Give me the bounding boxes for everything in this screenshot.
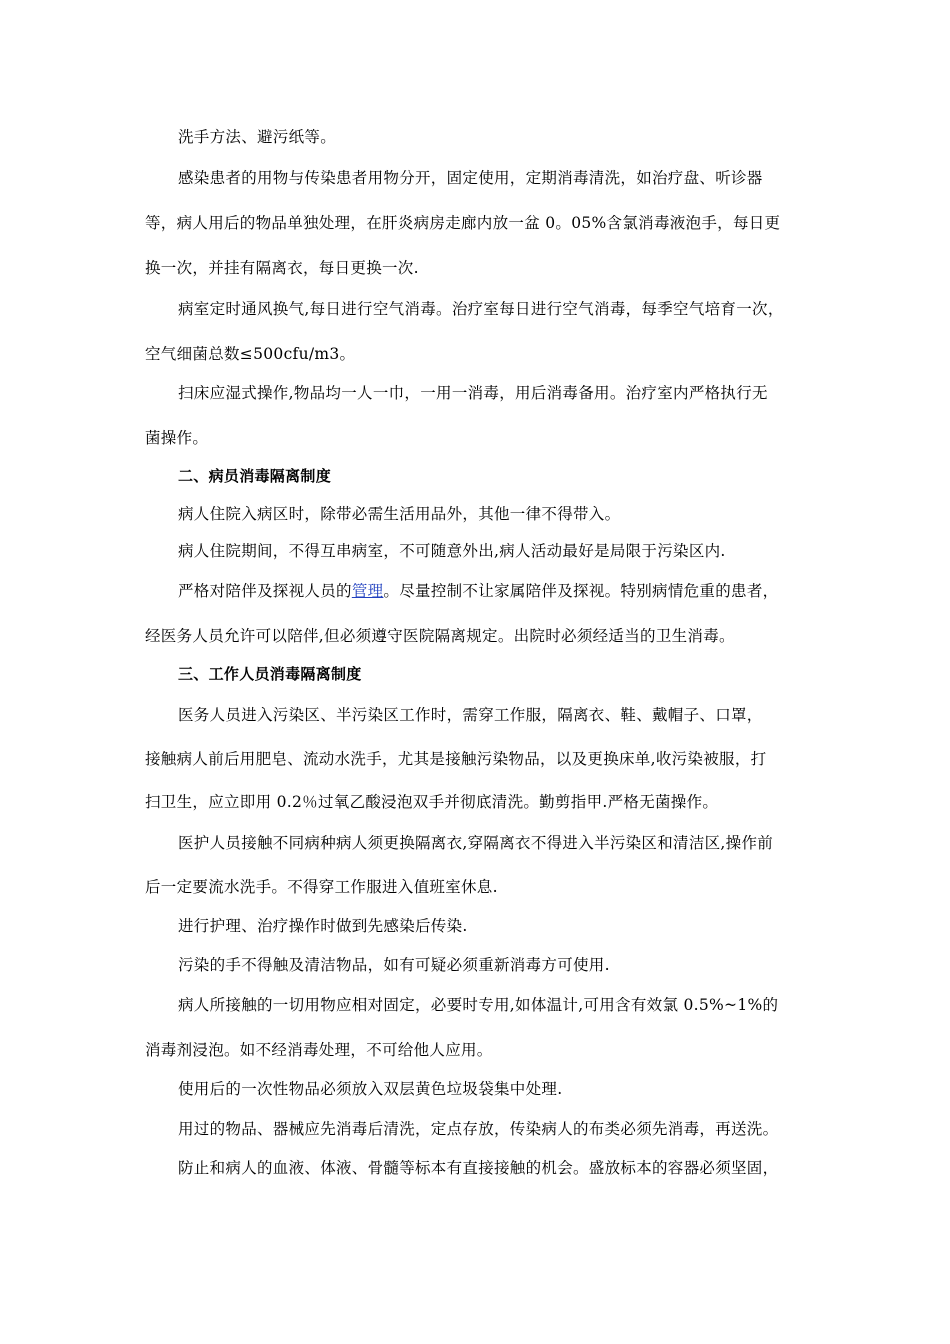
paragraph-line: 医务人员进入污染区、半污染区工作时，需穿工作服，隔离衣、鞋、戴帽子、口罩，	[178, 706, 763, 724]
paragraph-line: 洗手方法、避污纸等。	[178, 128, 337, 146]
paragraph-line	[178, 579, 778, 601]
paragraph-line: 经医务人员允许可以陪伴,但必须遵守医院隔离规定。出院时必须经适当的卫生消毒。	[145, 627, 735, 645]
paragraph-line: 扫卫生，应立即用 0.2％过氧乙酸浸泡双手并彻底清洗。勤剪指甲.严格无菌操作。	[145, 793, 719, 811]
paragraph-line: 接触病人前后用肥皂、流动水洗手，尤其是接触污染物品，以及更换床单,收污染被服，打	[145, 750, 767, 768]
paragraph-line: 消毒剂浸泡。如不经消毒处理，不可给他人应用。	[145, 1041, 493, 1059]
paragraph-line: 病人住院入病区时，除带必需生活用品外，其他一律不得带入。	[178, 505, 621, 523]
paragraph-line: 用过的物品、器械应先消毒后清洗，定点存放，传染病人的布类必须先消毒，再送洗。	[178, 1120, 779, 1138]
paragraph-line: 医护人员接触不同病种病人须更换隔离衣,穿隔离衣不得进入半污染区和清洁区,操作前	[178, 834, 774, 852]
paragraph-line: 使用后的一次性物品必须放入双层黄色垃圾袋集中处理.	[178, 1080, 563, 1098]
paragraph-line: 防止和病人的血液、体液、骨髓等标本有直接接触的机会。盛放标本的容器必须坚固，	[178, 1159, 779, 1177]
paragraph-line: 空气细菌总数≤500cfu/m3。	[145, 345, 356, 363]
paragraph-text: 严格对陪伴及探视人员的	[178, 582, 352, 600]
paragraph-line: 后一定要流水洗手。不得穿工作服进入值班室休息.	[145, 878, 498, 896]
paragraph-text: 。尽量控制不让家属陪伴及探视。特别病情危重的患者，	[383, 582, 779, 600]
paragraph-line: 进行护理、治疗操作时做到先感染后传染.	[178, 917, 468, 935]
paragraph-line: 换一次，并挂有隔离衣，每日更换一次.	[145, 259, 419, 277]
paragraph-line: 病人所接触的一切用物应相对固定，必要时专用,如体温计,可用含有效氯 0.5%~1%的	[178, 996, 779, 1014]
paragraph-line: 污染的手不得触及清洁物品，如有可疑必须重新消毒方可使用.	[178, 956, 610, 974]
section-heading: 二、病员消毒隔离制度	[178, 467, 332, 485]
paragraph-line: 感染患者的用物与传染患者用物分开，固定使用，定期消毒清洗，如治疗盘、听诊器	[178, 169, 763, 187]
paragraph-line: 等，病人用后的物品单独处理，在肝炎病房走廊内放一盆 0。05%含氯消毒液泡手，每日更	[145, 214, 781, 232]
section-heading: 三、工作人员消毒隔离制度	[178, 665, 362, 683]
management-link[interactable]: 管理	[351, 582, 384, 600]
paragraph-line: 病室定时通风换气,每日进行空气消毒。治疗室每日进行空气消毒，每季空气培育一次，	[178, 300, 784, 318]
paragraph-line: 菌操作。	[145, 429, 209, 447]
paragraph-line: 病人住院期间，不得互串病室，不可随意外出,病人活动最好是局限于污染区内.	[178, 542, 726, 560]
paragraph-line: 扫床应湿式操作,物品均一人一巾，一用一消毒，用后消毒备用。治疗室内严格执行无	[178, 384, 768, 402]
